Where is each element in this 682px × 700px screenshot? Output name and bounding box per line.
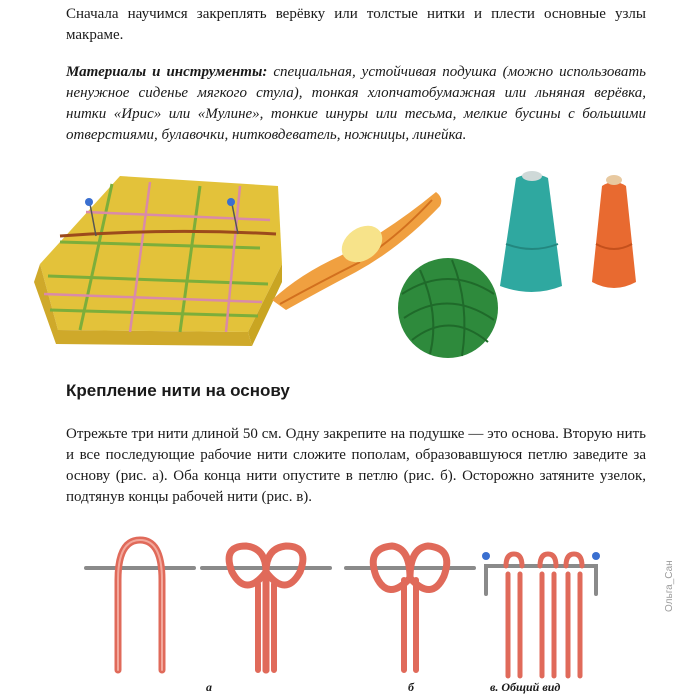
knot-diagrams bbox=[0, 530, 682, 680]
cushion-image bbox=[34, 176, 282, 346]
pin-icon bbox=[85, 198, 93, 206]
orange-spool-image bbox=[592, 175, 636, 288]
caption-b: б bbox=[408, 680, 414, 694]
caption-a: а bbox=[206, 680, 212, 694]
caption-general-view: в. Общий вид bbox=[490, 680, 561, 694]
materials-body: специальная, устойчивая подушка (можно использовать ненужное сиденье мягкого стула), тонкая хлопчатобумажная или льняная верёвка, нитки «Ирис» или «Мулине», тонкие шнуры или тесьма, мелкие бусины с большими отверстиями, булавочки, нитковдеватель, ножницы, линейка. bbox=[66, 64, 646, 143]
pin-icon bbox=[592, 552, 600, 560]
figure-b bbox=[202, 546, 330, 670]
pin-icon bbox=[482, 552, 490, 560]
materials-paragraph bbox=[66, 62, 646, 146]
figure-a bbox=[86, 540, 194, 670]
attach-paragraph: Отрежьте три нити длиной 50 см. Одну закрепите на подушке — это основа. Вторую нить и все последующие рабочие нити сложите пополам, образовавшуюся петлю заведите за основу (рис. а). Оба конца нити опустите в петлю (рис. б). Осторожно затяните узелок, подтянув концы рабочей нити (рис. в). bbox=[66, 426, 646, 505]
watermark: Ольга_Сан bbox=[664, 560, 675, 612]
figure-general-view bbox=[482, 552, 600, 676]
yarn-ball-image bbox=[398, 258, 498, 358]
materials-illustration bbox=[0, 164, 682, 374]
figure-c bbox=[346, 546, 474, 670]
materials-lead: Материалы и инструменты: bbox=[66, 64, 268, 80]
teal-spool-image bbox=[500, 171, 562, 292]
pin-icon bbox=[227, 198, 235, 206]
intro-paragraph: Сначала научимся закреплять верёвку или толстые нитки и плести основные узлы макраме. bbox=[66, 6, 646, 43]
section-heading: Крепление нити на основу bbox=[66, 381, 290, 400]
